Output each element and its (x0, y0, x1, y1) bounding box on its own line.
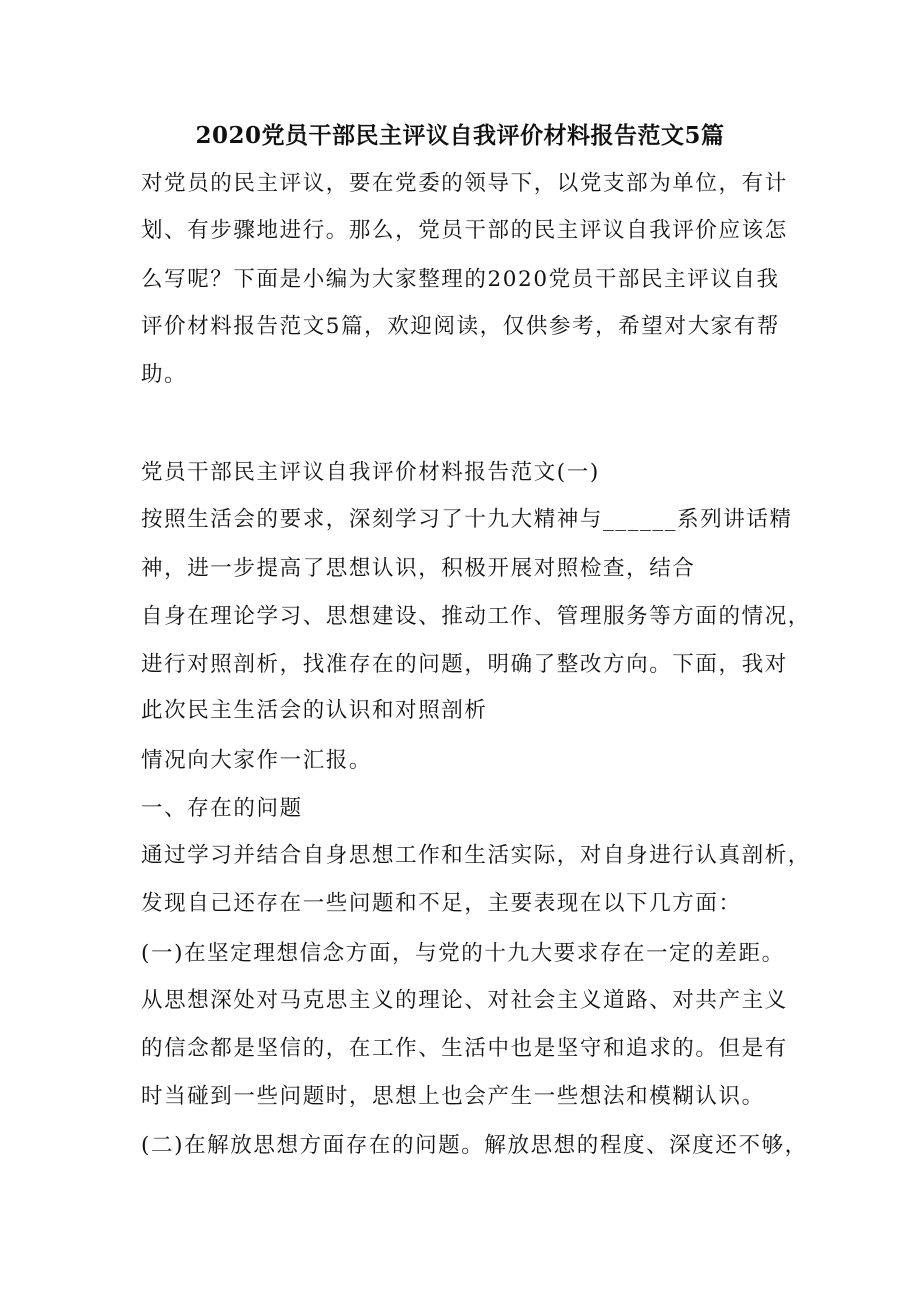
intro-line-3: 么写呢？下面是小编为大家整理的2020党员干部民主评议自我 (141, 267, 780, 292)
body-line-9: (一)在坚定理想信念方面，与党的十九大要求存在一定的差距。 (141, 941, 785, 966)
body-line-3: 自身在理论学习、思想建设、推动工作、管理服务等方面的情况， (141, 604, 811, 629)
body-line-6: 情况向大家作一汇报。 (141, 748, 373, 773)
body-line-1: 按照生活会的要求，深刻学习了十九大精神与______系列讲话精 (141, 507, 793, 532)
body-line-5: 此次民主生活会的认识和对照剖析 (141, 698, 488, 723)
body-line-10: 从思想深处对马克思主义的理论、对社会主义道路、对共产主义 (141, 988, 788, 1013)
section-heading: 党员干部民主评议自我评价材料报告范文(一) (141, 460, 600, 485)
document-title: 2020党员干部民主评议自我评价材料报告范文5篇 (195, 122, 725, 149)
body-line-11: 的信念都是坚信的，在工作、生活中也是坚守和追求的。但是有 (141, 1036, 788, 1061)
intro-line-2: 划、有步骤地进行。那么，党员干部的民主评议自我评价应该怎 (141, 218, 788, 243)
body-line-8: 发现自己还存在一些问题和不足，主要表现在以下几方面： (141, 891, 742, 916)
body-line-12: 时当碰到一些问题时，思想上也会产生一些想法和模糊认识。 (141, 1084, 765, 1109)
body-line-2: 神，进一步提高了思想认识，积极开展对照检查，结合 (141, 556, 696, 581)
intro-line-4: 评价材料报告范文5篇，欢迎阅读，仅供参考，希望对大家有帮 (141, 314, 780, 339)
subheading-problems: 一、存在的问题 (141, 796, 303, 821)
intro-line-5: 助。 (141, 362, 188, 387)
body-line-4: 进行对照剖析，找准存在的问题，明确了整改方向。下面，我对 (141, 652, 788, 677)
body-line-7: 通过学习并结合自身思想工作和生活实际，对自身进行认真剖析， (141, 843, 811, 868)
intro-line-1: 对党员的民主评议，要在党委的领导下，以党支部为单位，有计 (141, 171, 788, 196)
body-line-13: (二)在解放思想方面存在的问题。解放思想的程度、深度还不够， (141, 1133, 808, 1158)
